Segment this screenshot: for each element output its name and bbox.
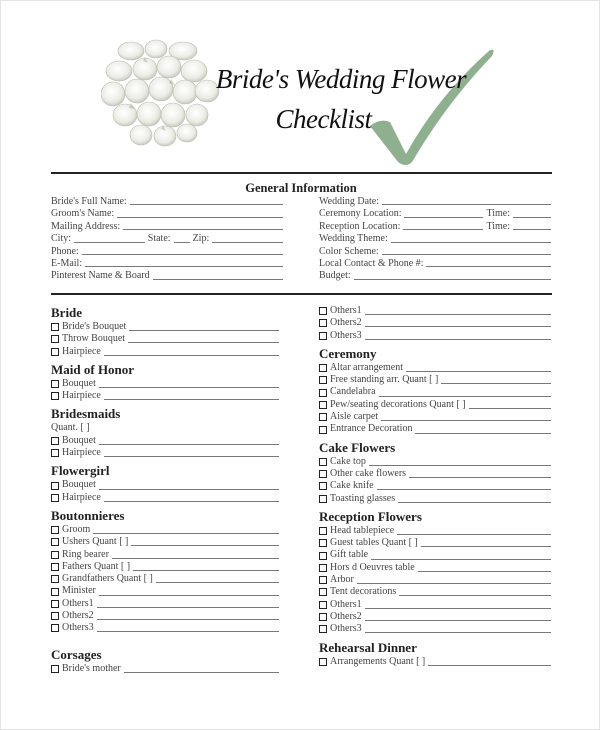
checkbox[interactable] [51, 624, 59, 632]
item-label: Others2 [330, 610, 362, 622]
checklist-item-arrangements-quant [319, 656, 551, 668]
checklist-item-pew-seating-decorations-quant [319, 399, 551, 411]
checklist-item-throw-bouquet [51, 333, 279, 345]
checkbox[interactable] [319, 332, 327, 340]
field-label: Time: [486, 208, 510, 220]
section-corsages [51, 647, 279, 675]
checklist-item-bouquet [51, 479, 279, 491]
item-notes-input[interactable] [406, 364, 551, 372]
checkbox[interactable] [319, 576, 327, 584]
checklist-item-hairpiece [51, 447, 279, 459]
field-input-state[interactable] [174, 233, 190, 242]
section-title: Boutonnieres [51, 507, 125, 523]
checkbox[interactable] [319, 495, 327, 503]
field-input-color-scheme[interactable] [382, 246, 551, 255]
field-groom-s-name [51, 208, 283, 220]
field-label: Wedding Theme: [319, 233, 388, 245]
field-label: Pinterest Name & Board [51, 270, 150, 282]
checkbox[interactable] [319, 470, 327, 478]
item-notes-input[interactable] [377, 482, 551, 490]
checklist-item-hairpiece [51, 346, 279, 358]
section-boutonnieres [51, 508, 279, 635]
item-notes-input[interactable] [99, 482, 279, 490]
item-notes-input[interactable] [357, 576, 551, 584]
item-label: Bouquet [62, 479, 96, 491]
checkbox[interactable] [51, 665, 59, 673]
section-others-continued [319, 305, 551, 342]
item-label: Aisle carpet [330, 411, 379, 423]
field-input-reception-location[interactable] [403, 221, 483, 230]
item-label: Free standing arr. Quant [ ] [330, 374, 439, 386]
checklist-item-hairpiece [51, 390, 279, 402]
checklist-item-free-standing-arr-quant [319, 374, 551, 386]
checkbox[interactable] [51, 380, 59, 388]
item-label: Other cake flowers [330, 467, 407, 479]
checkbox[interactable] [319, 307, 327, 315]
checklist-left-column [51, 301, 279, 675]
checklist-item-bouquet [51, 435, 279, 447]
item-label: Others3 [330, 329, 362, 341]
field-input-pinterest-name-board[interactable] [153, 270, 283, 279]
checklist-item-others3 [51, 622, 279, 634]
checkbox[interactable] [51, 563, 59, 571]
item-notes-input[interactable] [99, 437, 279, 445]
item-label: Candelabra [330, 386, 376, 398]
field-label: Zip: [192, 233, 210, 245]
item-label: Groom [62, 523, 91, 535]
checkbox[interactable] [51, 526, 59, 534]
item-notes-input[interactable] [409, 470, 551, 478]
item-notes-input[interactable] [369, 458, 551, 466]
field-wedding-theme [319, 233, 551, 245]
section-flowergirl [51, 463, 279, 504]
checkbox[interactable] [319, 482, 327, 490]
section-title: Bride [51, 305, 83, 320]
item-notes-input[interactable] [421, 539, 551, 547]
field-input-groom-s-name[interactable] [117, 208, 283, 217]
field-label: Local Contact & Phone #: [319, 258, 424, 270]
checkbox[interactable] [319, 613, 327, 621]
item-notes-input[interactable] [379, 389, 551, 397]
checkbox[interactable] [51, 335, 59, 343]
field-local-contact-phone [319, 258, 551, 270]
item-label: Others1 [330, 598, 362, 610]
checkbox[interactable] [51, 575, 59, 583]
item-notes-input[interactable] [99, 380, 279, 388]
item-notes-input[interactable] [428, 658, 551, 666]
checkbox[interactable] [319, 601, 327, 609]
checklist-item-fathers-quant [51, 561, 279, 573]
field-label: Time: [486, 220, 510, 232]
page-title [196, 59, 486, 139]
field-label: Reception Location: [319, 220, 401, 232]
checkbox[interactable] [319, 319, 327, 327]
checkbox[interactable] [51, 612, 59, 620]
field-input-city[interactable] [74, 233, 145, 242]
field-input-bride-s-full-name[interactable] [130, 196, 283, 205]
field-label: Color Scheme: [319, 245, 379, 257]
checklist-item-candelabra [319, 386, 551, 398]
field-input-local-contact-phone[interactable] [426, 258, 551, 267]
checklist-item-grandfathers-quant [51, 573, 279, 585]
general-info-left-fields [51, 196, 283, 283]
item-notes-input[interactable] [129, 323, 279, 331]
checklist-item-guest-tables-quant [319, 537, 551, 549]
section-bridesmaids [51, 406, 279, 459]
item-label: Ushers Quant [ ] [62, 536, 129, 548]
field-label: Mailing Address: [51, 220, 121, 232]
item-notes-input[interactable] [104, 392, 279, 400]
section-reception-flowers [319, 509, 551, 636]
checkbox[interactable] [51, 449, 59, 457]
item-label: Entrance Decoration [330, 423, 413, 435]
checkbox[interactable] [319, 552, 327, 560]
field-input-phone[interactable] [82, 246, 283, 255]
section-title: Ceremony [319, 345, 377, 361]
checklist-item-others1 [319, 599, 551, 611]
general-info-right-fields [319, 196, 551, 283]
item-notes-input[interactable] [397, 527, 551, 535]
section-maid-of-honor [51, 362, 279, 403]
field-color-scheme [319, 246, 551, 258]
item-notes-input[interactable] [104, 449, 279, 457]
checklist-item-ushers-quant [51, 536, 279, 548]
checklist-item-others2 [319, 611, 551, 623]
checklist-item-arbor [319, 574, 551, 586]
item-label: Others2 [330, 317, 362, 329]
checkbox[interactable] [319, 658, 327, 666]
checkbox[interactable] [51, 482, 59, 490]
field-ceremony-location [319, 208, 551, 220]
checkbox[interactable] [319, 625, 327, 633]
item-label: Hors d Oeuvres table [330, 561, 415, 573]
checklist-item-minister [51, 585, 279, 597]
field-wedding-date [319, 196, 551, 208]
checkbox[interactable] [51, 494, 59, 502]
item-notes-input[interactable] [371, 552, 551, 560]
section-title: Bridesmaids [51, 406, 121, 422]
item-label: Bouquet [62, 434, 96, 446]
field-label: Ceremony Location: [319, 208, 402, 220]
checkbox[interactable] [319, 364, 327, 372]
checklist-item-others2 [51, 610, 279, 622]
item-label: Gift table [330, 549, 369, 561]
checkbox[interactable] [319, 389, 327, 397]
item-notes-input[interactable] [469, 401, 551, 409]
checklist-item-cake-top [319, 456, 551, 468]
item-label: Hairpiece [62, 390, 101, 402]
checklist-item-aisle-carpet [319, 411, 551, 423]
section-title: Rehearsal Dinner [319, 639, 417, 655]
checklist-item-head-tablepiece [319, 525, 551, 537]
checklist-item-other-cake-flowers [319, 468, 551, 480]
item-label: Throw Bouquet [62, 333, 126, 345]
field-label: E-Mail: [51, 258, 83, 270]
field-input-zip[interactable] [212, 233, 283, 242]
field-label: Wedding Date: [319, 196, 380, 207]
section-title: Corsages [51, 646, 102, 662]
field-reception-location [319, 221, 551, 233]
item-label: Others3 [62, 622, 94, 634]
checklist-item-bride-s-mother [51, 663, 279, 675]
checklist-item-gift-table [319, 549, 551, 561]
checklist-item-others2 [319, 317, 551, 329]
item-notes-input[interactable] [365, 625, 551, 633]
field-pinterest-name-board [51, 270, 283, 282]
checklist-item-bride-s-bouquet [51, 321, 279, 333]
item-notes-input[interactable] [97, 624, 279, 632]
item-notes-input[interactable] [131, 538, 279, 546]
field-input-time[interactable] [513, 208, 551, 217]
item-label: Tent decorations [330, 586, 397, 598]
item-label: Bride's Bouquet [62, 321, 127, 332]
checkbox[interactable] [51, 600, 59, 608]
field-input-time[interactable] [513, 221, 551, 230]
field-e-mail [51, 258, 283, 270]
checkbox[interactable] [51, 551, 59, 559]
checklist-item-others1 [319, 305, 551, 317]
checklist-item-tent-decorations [319, 586, 551, 598]
item-label: Guest tables Quant [ ] [330, 537, 418, 549]
item-notes-input[interactable] [104, 494, 279, 502]
item-notes-input[interactable] [128, 335, 279, 343]
checklist-item-ring-bearer [51, 549, 279, 561]
item-label: Head tablepiece [330, 524, 395, 536]
item-notes-input[interactable] [99, 588, 279, 596]
item-label: Bride's mother [62, 662, 121, 674]
checkbox[interactable] [51, 437, 59, 445]
item-label: Hairpiece [62, 447, 101, 459]
checkbox[interactable] [51, 323, 59, 331]
section-rehearsal-dinner [319, 640, 551, 668]
title-line-2: Checklist [275, 104, 372, 134]
item-label: Toasting glasses [330, 492, 396, 504]
item-label: Others1 [330, 305, 362, 316]
checklist-item-toasting-glasses [319, 493, 551, 505]
item-notes-input[interactable] [365, 332, 551, 340]
item-notes-input[interactable] [399, 588, 551, 596]
field-label: Budget: [319, 270, 351, 282]
checklist-item-bouquet [51, 378, 279, 390]
checkbox[interactable] [319, 413, 327, 421]
checklist-item-cake-knife [319, 480, 551, 492]
checkbox[interactable] [319, 376, 327, 384]
item-label: Hairpiece [62, 491, 101, 503]
item-label: Ring bearer [62, 548, 109, 560]
item-notes-input[interactable] [441, 376, 551, 384]
checkbox[interactable] [319, 564, 327, 572]
section-title: Flowergirl [51, 463, 110, 479]
section-title: Maid of Honor [51, 361, 135, 377]
item-label: Hairpiece [62, 345, 101, 357]
item-notes-input[interactable] [418, 564, 551, 572]
item-label: Pew/seating decorations Quant [ ] [330, 398, 466, 410]
item-label: Arbor [330, 574, 354, 586]
item-notes-input[interactable] [398, 495, 551, 503]
title-line-1: Bride's Wedding Flower [215, 64, 467, 94]
item-label: Fathers Quant [ ] [62, 560, 131, 572]
checklist-item-hairpiece [51, 492, 279, 504]
checklist-item-others3 [319, 623, 551, 635]
item-notes-input[interactable] [365, 319, 551, 327]
field-input-wedding-date[interactable] [382, 196, 551, 205]
item-notes-input[interactable] [93, 526, 279, 534]
item-notes-input[interactable] [104, 348, 279, 356]
item-label: Others2 [62, 610, 94, 622]
item-notes-input[interactable] [97, 612, 279, 620]
item-notes-input[interactable] [365, 307, 551, 315]
checkbox[interactable] [51, 392, 59, 400]
checkbox[interactable] [51, 348, 59, 356]
field-budget [319, 270, 551, 282]
divider-middle [51, 293, 552, 295]
item-label: Arrangements Quant [ ] [330, 655, 426, 667]
item-label: Others1 [62, 597, 94, 609]
item-notes-input[interactable] [133, 563, 279, 571]
field-label: City: [51, 233, 72, 245]
general-information-heading: General Information [245, 181, 357, 195]
section-bride [51, 305, 279, 358]
item-label: Grandfathers Quant [ ] [62, 573, 153, 585]
checklist-right-column [319, 301, 551, 668]
checklist-item-altar-arrangement [319, 362, 551, 374]
checklist-item-groom [51, 524, 279, 536]
item-notes-input[interactable] [156, 575, 279, 583]
item-label: Cake knife [330, 480, 374, 492]
checkbox[interactable] [319, 426, 327, 434]
field-label: Phone: [51, 245, 79, 257]
field-input-mailing-address[interactable] [123, 221, 283, 230]
field-input-ceremony-location[interactable] [404, 208, 483, 217]
field-label: Bride's Full Name: [51, 196, 127, 207]
checkbox[interactable] [319, 401, 327, 409]
field-input-budget[interactable] [354, 270, 551, 279]
checkbox[interactable] [319, 527, 327, 535]
item-notes-input[interactable] [381, 413, 551, 421]
checkbox[interactable] [319, 539, 327, 547]
item-notes-input[interactable] [365, 601, 551, 609]
checkbox[interactable] [319, 588, 327, 596]
item-notes-input[interactable] [415, 426, 551, 434]
item-notes-input[interactable] [124, 665, 279, 673]
field-phone [51, 246, 283, 258]
field-city [51, 233, 283, 245]
checklist-item-others3 [319, 330, 551, 342]
item-notes-input[interactable] [112, 551, 279, 559]
field-bride-s-full-name [51, 196, 283, 208]
checklist-item-entrance-decoration [319, 423, 551, 435]
section-cake-flowers [319, 440, 551, 505]
section-title: Reception Flowers [319, 508, 422, 524]
field-label: State: [147, 233, 171, 245]
section-ceremony [319, 346, 551, 436]
checkbox[interactable] [51, 538, 59, 546]
item-label: Others3 [330, 623, 362, 635]
section-title: Cake Flowers [319, 439, 396, 455]
checkbox[interactable] [319, 458, 327, 466]
item-label: Minister [62, 585, 96, 597]
item-label: Altar arrangement [330, 361, 404, 373]
field-label: Groom's Name: [51, 208, 115, 220]
field-input-e-mail[interactable] [85, 258, 283, 267]
field-mailing-address [51, 221, 283, 233]
checklist-item-hors-d-oeuvres-table [319, 562, 551, 574]
quantity-field[interactable]: Quant. [ ] [51, 422, 90, 434]
item-notes-input[interactable] [365, 613, 551, 621]
checkbox[interactable] [51, 588, 59, 596]
checklist-item-others1 [51, 598, 279, 610]
divider-top [51, 172, 552, 174]
item-notes-input[interactable] [97, 600, 279, 608]
item-label: Bouquet [62, 377, 96, 389]
item-label: Cake top [330, 455, 366, 467]
field-input-wedding-theme[interactable] [391, 233, 551, 242]
